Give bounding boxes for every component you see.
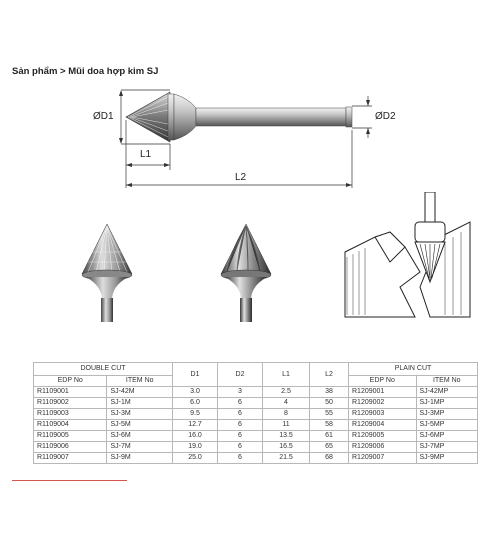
- table-cell: R1209001: [349, 387, 417, 398]
- table-row: [34, 409, 478, 420]
- table-cell: 6: [218, 431, 263, 442]
- d1-header: D1: [173, 363, 218, 387]
- table-cell: R1109003: [34, 409, 107, 420]
- table-cell: SJ-7M: [107, 442, 173, 453]
- table-cell: R1209004: [349, 420, 417, 431]
- table-cell: 11: [263, 420, 310, 431]
- table-cell: 38: [310, 387, 349, 398]
- application-illustration: [335, 192, 475, 322]
- table-cell: R1209006: [349, 442, 417, 453]
- burr-dimension-drawing: [0, 80, 500, 200]
- table-cell: 2.5: [263, 387, 310, 398]
- l1-header: L1: [263, 363, 310, 387]
- l2-label: L2: [235, 172, 247, 183]
- table-cell: SJ-42MP: [416, 387, 477, 398]
- breadcrumb: [12, 66, 158, 77]
- table-cell: SJ-9MP: [416, 453, 477, 464]
- table-cell: 12.7: [173, 420, 218, 431]
- item-header: ITEM No: [416, 376, 477, 387]
- table-cell: 13.5: [263, 431, 310, 442]
- table-cell: 58: [310, 420, 349, 431]
- table-cell: SJ-7MP: [416, 442, 477, 453]
- table-cell: R1109004: [34, 420, 107, 431]
- table-cell: 19.0: [173, 442, 218, 453]
- table-cell: 68: [310, 453, 349, 464]
- table-cell: 6: [218, 420, 263, 431]
- table-cell: R1109005: [34, 431, 107, 442]
- table-cell: 50: [310, 398, 349, 409]
- table-cell: R1109001: [34, 387, 107, 398]
- table-cell: SJ-42M: [107, 387, 173, 398]
- table-row: [34, 453, 478, 464]
- table-cell: SJ-5M: [107, 420, 173, 431]
- table-cell: R1209007: [349, 453, 417, 464]
- table-cell: 25.0: [173, 453, 218, 464]
- table-cell: 6: [218, 453, 263, 464]
- table-cell: 4: [263, 398, 310, 409]
- table-cell: 3: [218, 387, 263, 398]
- table-row: [34, 387, 478, 398]
- l2-header: L2: [310, 363, 349, 387]
- table-row: [34, 442, 478, 453]
- table-cell: SJ-9M: [107, 453, 173, 464]
- table-cell: 21.5: [263, 453, 310, 464]
- table-cell: 61: [310, 431, 349, 442]
- d2-label: ØD2: [375, 111, 396, 122]
- table-cell: R1109007: [34, 453, 107, 464]
- double-cut-header: DOUBLE CUT: [34, 363, 173, 376]
- spec-table: [33, 362, 478, 464]
- table-cell: 9.5: [173, 409, 218, 420]
- table-cell: R1209002: [349, 398, 417, 409]
- table-row: [34, 398, 478, 409]
- table-cell: 6: [218, 409, 263, 420]
- l1-label: L1: [140, 149, 152, 160]
- plain-cut-header: PLAIN CUT: [349, 363, 478, 376]
- table-row: [34, 420, 478, 431]
- table-cell: R1209003: [349, 409, 417, 420]
- table-cell: 65: [310, 442, 349, 453]
- table-row: [34, 431, 478, 442]
- breadcrumb-parent-link[interactable]: Sản phẩm: [12, 66, 58, 77]
- divider-line: [12, 480, 127, 481]
- table-cell: 6: [218, 442, 263, 453]
- breadcrumb-separator: >: [60, 66, 66, 77]
- table-cell: R1109006: [34, 442, 107, 453]
- table-cell: 6: [218, 398, 263, 409]
- table-cell: SJ-6MP: [416, 431, 477, 442]
- table-cell: SJ-3MP: [416, 409, 477, 420]
- item-header: ITEM No: [107, 376, 173, 387]
- table-cell: SJ-5MP: [416, 420, 477, 431]
- table-cell: SJ-3M: [107, 409, 173, 420]
- edp-header: EDP No: [34, 376, 107, 387]
- d1-label: ØD1: [93, 111, 114, 122]
- table-cell: 55: [310, 409, 349, 420]
- table-cell: SJ-6M: [107, 431, 173, 442]
- edp-header: EDP No: [349, 376, 417, 387]
- table-cell: R1209005: [349, 431, 417, 442]
- table-cell: SJ-1M: [107, 398, 173, 409]
- table-cell: 3.0: [173, 387, 218, 398]
- table-cell: SJ-1MP: [416, 398, 477, 409]
- table-cell: 16.0: [173, 431, 218, 442]
- plain-cut-burr-photo: [210, 222, 280, 322]
- table-cell: R1109002: [34, 398, 107, 409]
- table-cell: 16.5: [263, 442, 310, 453]
- table-cell: 6.0: [173, 398, 218, 409]
- d2-header: D2: [218, 363, 263, 387]
- double-cut-burr-photo: [72, 222, 142, 322]
- table-cell: 8: [263, 409, 310, 420]
- breadcrumb-current: Mũi doa hợp kim SJ: [68, 66, 159, 77]
